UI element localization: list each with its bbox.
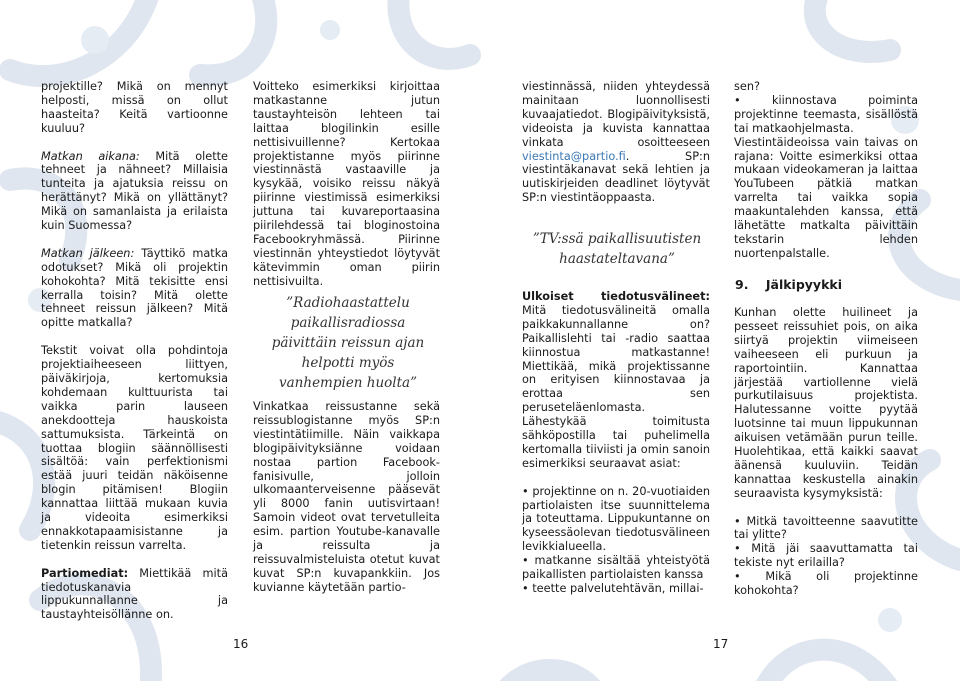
list-item: • matkanne sisältää yhteistyötä paikallisten partiolaisten kanssa bbox=[522, 554, 710, 582]
right-column-2-lower bbox=[734, 306, 918, 598]
paragraph bbox=[41, 247, 228, 330]
left-column-1 bbox=[41, 80, 228, 636]
email-link[interactable]: viestinta@partio.fi bbox=[522, 149, 626, 163]
label-after-trip: Matkan jälkeen: bbox=[41, 246, 135, 260]
label-scout-media: Partiomediat: bbox=[41, 566, 129, 580]
pull-quote: ”Radiohaastattelu paikallisradiossa päivittäin reissun ajan helpotti myös vanhempien huolta” bbox=[271, 295, 425, 391]
paragraph-text: Miettikää mitä tiedotuskanavia lippukunnallanne ja taustayhteisöllänne on. bbox=[41, 566, 228, 622]
paragraph bbox=[41, 567, 228, 623]
section-heading: 9. Jälkipyykki bbox=[735, 277, 842, 292]
left-column-2-lower bbox=[253, 400, 440, 609]
label-during-trip: Matkan aikana: bbox=[41, 149, 140, 163]
bullet-list bbox=[522, 485, 710, 596]
left-column-2 bbox=[253, 80, 440, 302]
paragraph: Voitteko esimerkiksi kirjoittaa matkastanne jutun taustayhteisön lehteen tai laittaa blogilinkin esille nettisivuillenne? Kertokaa projektistanne myös piirinne viestinnästä vastaaville ja kysykää, voisiko reissu näkyä piirinne viestimissä esimerkiksi juttuna tai kuvareportaasina piirilehdessä tai bloginostoina Facebookryhmässä. Piirinne viestinnän yhteystiedot löytyvät kätevimmin oman piirin nettisivuilta. bbox=[253, 80, 440, 288]
paragraph bbox=[41, 150, 228, 233]
paragraph: Vinkatkaa reissustanne sekä reissublogistanne myös SP:n viestintätiimille. Näin vaikkapa blogipäivityksiänne voidaan nostaa partion Facebook-fanisivulle, jolloin ulkomaanterveisenne pääsevät yli 8000 fanin uutisvirtaan! Samoin videot ovat tervetulleita esim. partion Youtube-kanavalle ja reissulta ja reissuvalmisteluista otetut kuvat kuvat SP:n kuvapankkiin. Jos kuvianne käytetään partio- bbox=[253, 400, 440, 594]
pull-quote: ”TV:ssä paikallisuutisten haastateltavana” bbox=[532, 231, 702, 267]
paragraph: Viestintäideoissa vain taivas on rajana: Voitte esimerkiksi ottaa mukaan videokameran ja laittaa YouTubeen pätkiä matkan varrelta tai vaikka sopia maakuntalehden kanssa, että lähetätte matkalta päivittäin tekstarin lehden nuortenpalstalle. bbox=[734, 135, 918, 260]
right-column-2 bbox=[734, 80, 918, 275]
page-number-left: 16 bbox=[233, 637, 249, 651]
list-item: • Mikä oli projektinne kohokohta? bbox=[734, 570, 918, 598]
list-item: • kiinnostava poiminta projektinne teemasta, sisällöstä tai matkaohjelmasta. bbox=[734, 93, 918, 135]
paragraph bbox=[522, 80, 710, 205]
paragraph-text: . SP:n viestintäkanavat sekä lehtien ja uutiskirjeiden deadlinet löytyvät SP:n viestintäoppaasta. bbox=[522, 149, 710, 205]
list-item: • teette palvelutehtävän, millai- bbox=[522, 582, 704, 596]
page-number-right: 17 bbox=[713, 637, 729, 651]
paragraph-text: Mitä tiedotusvälineitä omalla paikkakunnallanne on? Paikallislehti tai -radio saattaa kiinnostua matkastanne! Miettikää, mikä projektissanne on erityisen kiinnostavaa ja erottaa sen peruseteläenlomasta. Lähestykää toimitusta sähköpostilla tai puhelimella kertomalla tiiviisti ja omin sanoin esimerkiksi seuraavat asiat: bbox=[522, 303, 710, 470]
list-item: • Mitkä tavoitteenne saavutitte tai ylitte? bbox=[734, 514, 918, 542]
right-column-1 bbox=[522, 80, 710, 219]
list-item: • Mitä jäi saavuttamatta tai tekiste nyt erilailla? bbox=[734, 542, 918, 570]
paragraph-text: viestinnässä, niiden yhteydessä mainitaan luonnollisesti kuvaajatiedot. Blogipäivityksistä, videoista ja kuvista kannattaa vinkata osoitteeseen bbox=[522, 80, 710, 149]
bullet-list bbox=[734, 94, 918, 136]
paragraph-text: Täyttikö matka odotukset? Mikä oli projektin kohokohta? Mitä tekisitte ensi kerralla toisin? Mitä olette tehneet reissun jälkeen? Mitä opitte matkalla? bbox=[41, 246, 228, 330]
list-item: • projektinne on n. 20-vuotiaiden partiolaisten itse suunnittelema ja toteuttama. Lippukuntanne on kyseessäolevan tiedotusvälineen levikkialueella. bbox=[522, 484, 710, 554]
paragraph: projektille? Mikä on mennyt helposti, missä on ollut haasteita? Keitä vartioonne kuuluu? bbox=[41, 80, 228, 135]
paragraph: Tekstit voivat olla pohdintoja projektiaiheeseen liittyen, päiväkirjoja, kertomuksia kohdemaan kulttuurista tai vaikka parin lauseen anekdootteja hauskoista sattumuksista. Tärkeintä on tuottaa blogiin säännöllisesti sisältöä: vain perfektionismi estää juuri teidän näköisenne blogin pitämisen! Blogiin kannattaa liittää mukaan kuvia ja videoita esimerkiksi ennakkotapaamisistanne ja tietenkin reissun varrelta. bbox=[41, 344, 228, 552]
label-external-media: Ulkoiset tiedotusvälineet: bbox=[522, 290, 710, 303]
right-column-1-lower bbox=[522, 290, 710, 596]
paragraph-text: Mitä olette tehneet ja nähneet? Millaisia tunteita ja ajatuksia reissu on herättänyt? Mikä on yllättänyt? Mikä on samanlaista ja erilaista kuin Suomessa? bbox=[41, 149, 228, 233]
paragraph: sen? bbox=[734, 80, 760, 93]
paragraph: Kunhan olette huilineet ja pesseet reissuhiet pois, on aika siirtyä projektin viimeiseen vaiheeseen eli purkuun ja raportointiin. Kannattaa järjestää vartiollenne vielä purkutilaisuus projektista. Halutessanne voitte pyytää luotsinne tai muun lippukunnan aikuisen vetämään purun teille. Huolehtikaa, että kaikki saavat äänensä kuuluviin. Teidän kannattaa keskustella ainakin seuraavista kysymyksistä: bbox=[734, 306, 918, 500]
bullet-list bbox=[734, 515, 918, 598]
paragraph bbox=[522, 290, 710, 471]
